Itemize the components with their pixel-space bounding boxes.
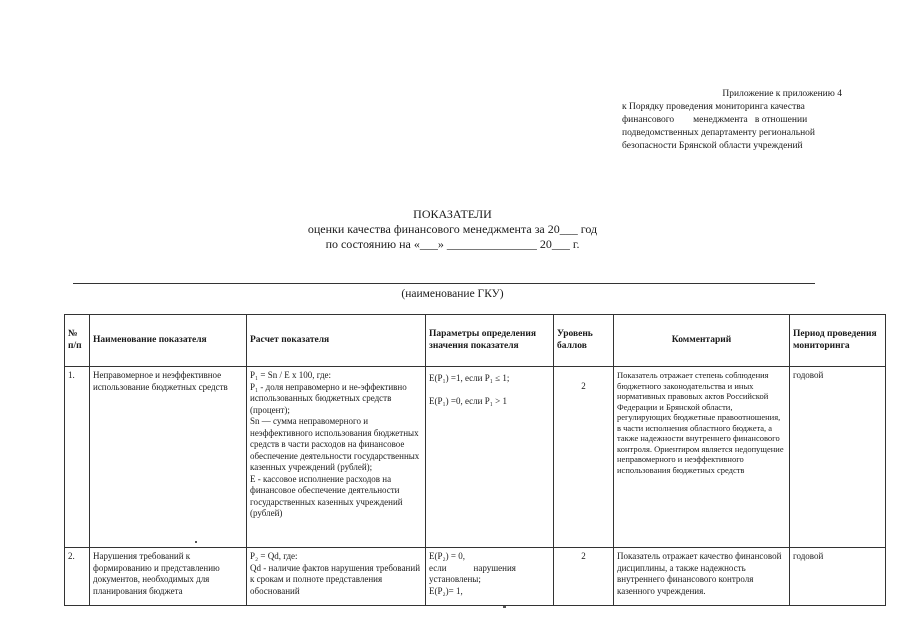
scan-speck <box>503 606 506 608</box>
cell-name: Нарушения требований к формированию и представлению документов, необходимых для планирования бюджета <box>90 548 247 606</box>
cell-params <box>426 367 554 548</box>
header-params: Параметры определения значения показателя <box>426 315 554 367</box>
calc-line: P₂ = Qd, где: <box>250 551 298 561</box>
institution-name-line <box>73 283 815 284</box>
header-calc: Расчет показателя <box>247 315 426 367</box>
indicators-table <box>64 314 886 606</box>
appendix-line: безопасности Брянской области учреждений <box>622 141 803 151</box>
level-value: 2 <box>581 381 586 391</box>
table-header-row <box>65 315 886 367</box>
calc-line: Sn — сумма неправомерного и неэффективного использования бюджетных средств в части расходов на финансовое обеспечение деятельности государственных казенных учреждений (рублей); <box>250 416 420 472</box>
appendix-line: Приложение к приложению 4 <box>722 89 842 99</box>
table-row <box>65 367 886 548</box>
param-line: E(P₁) =1, если P₁ ≤ 1; <box>429 373 510 383</box>
header-comment: Комментарий <box>614 315 790 367</box>
appendix-line: финансового менеджмента в отношении <box>622 115 808 125</box>
header-period: Период проведения мониторинга <box>790 315 886 367</box>
cell-name: Неправомерное и неэффективное использование бюджетных средств <box>90 367 247 548</box>
document-title: ПОКАЗАТЕЛИ <box>413 207 492 221</box>
header-name: Наименование показателя <box>90 315 247 367</box>
scan-speck <box>195 541 197 543</box>
cell-num: 1. <box>65 367 90 548</box>
cell-calc <box>247 367 426 548</box>
cell-level: 2 <box>554 548 614 606</box>
cell-params <box>426 548 554 606</box>
cell-num: 2. <box>65 548 90 606</box>
param-line: установлены; <box>429 574 481 584</box>
calc-line: P₁ - доля неправомерно и не-эффективно использованных бюджетных средств (процент); <box>250 381 407 415</box>
param-line: E(P₁) =0, если P₁ > 1 <box>429 395 507 406</box>
cell-calc <box>247 548 426 606</box>
cell-level <box>554 367 614 548</box>
appendix-note <box>622 88 872 153</box>
appendix-line: к Порядку проведения мониторинга качества <box>622 102 805 112</box>
header-num: № п/п <box>65 315 90 367</box>
param-line: если нарушения <box>429 562 516 573</box>
table-row <box>65 548 886 606</box>
calc-line: P₁ = Sn / E x 100, где: <box>250 370 332 380</box>
param-line: E(P₂) = 0, <box>429 551 465 561</box>
cell-period: годовой <box>790 548 886 606</box>
param-line: E(P₂)= 1, <box>429 585 463 596</box>
document-date-line: по состоянию на «___» _______________ 20___ г. <box>325 237 580 251</box>
cell-period: годовой <box>790 367 886 548</box>
document-subtitle: оценки качества финансового менеджмента за 20___ год <box>307 222 598 236</box>
appendix-line: подведомственных департаменту региональной <box>622 128 816 138</box>
cell-comment: Показатель отражает степень соблюдения бюджетного законодательства и иных нормативных правовых актов Российской Федерации и Брянской области, регулирующих бюджетные правоотношения, в части исполнения областного бюджета, а также надежности внутреннего финансового контроля. Ориентиром является недопущение неправомерного и неэффективного использования бюджетных средств <box>614 367 790 548</box>
institution-caption: (наименование ГКУ) <box>401 288 504 300</box>
cell-comment: Показатель отражает качество финансовой дисциплины, а также надежность внутреннего финансового контроля казенного учреждения. <box>614 548 790 606</box>
calc-line: E - кассовое исполнение расходов на финансовое обеспечение деятельности государственных казенных учреждений (рублей) <box>250 473 403 518</box>
calc-line: Qd - наличие фактов нарушения требований к срокам и полноте представления обоснований <box>250 562 421 596</box>
header-level: Уровень баллов <box>554 315 614 367</box>
